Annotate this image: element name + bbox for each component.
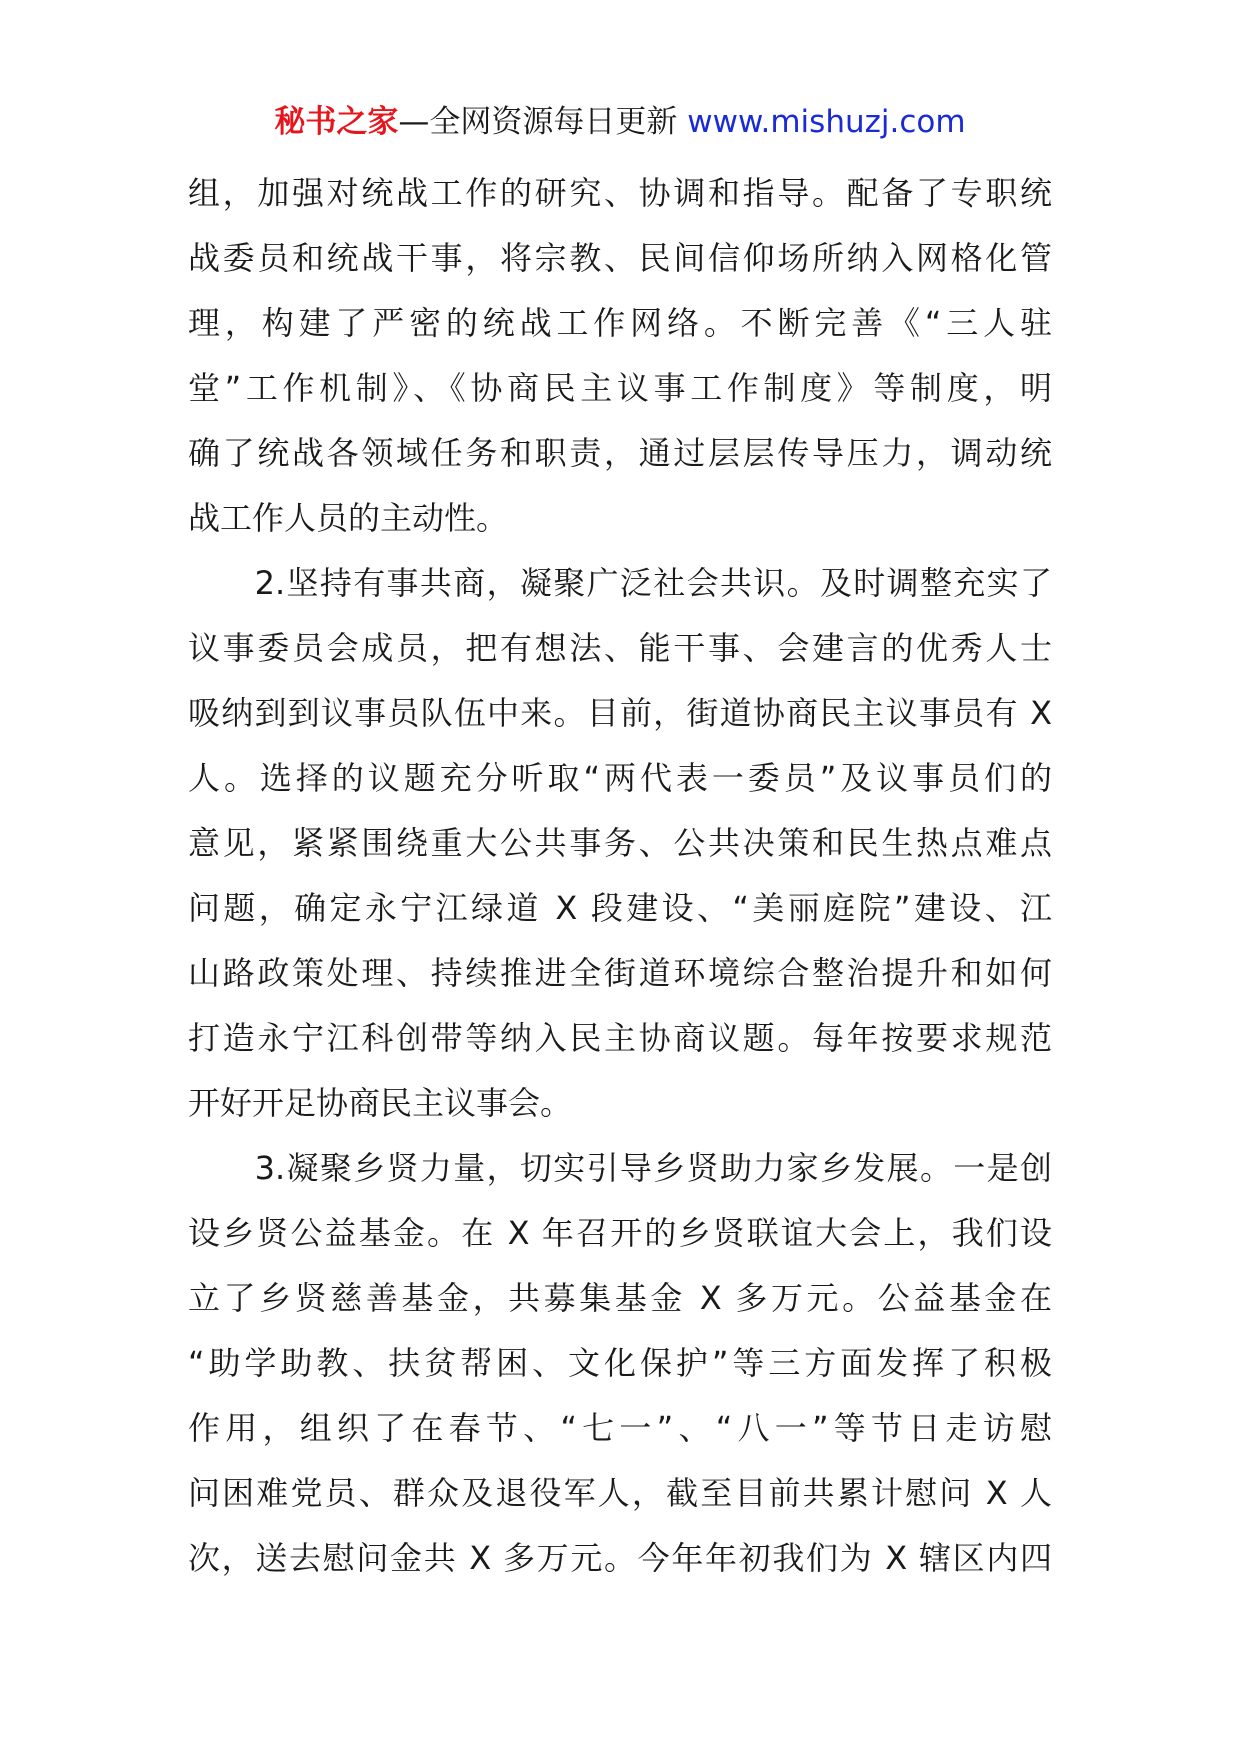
text-line: 3.凝聚乡贤力量，切实引导乡贤助力家乡发展。一是创 [188, 1149, 1052, 1187]
text-line: 议事委员会成员，把有想法、能干事、会建言的优秀人士 [188, 629, 1052, 667]
text-line: 战委员和统战干事，将宗教、民间信仰场所纳入网格化管 [188, 239, 1052, 277]
text-line: 组，加强对统战工作的研究、协调和指导。配备了专职统 [188, 174, 1052, 212]
text-line: 立了乡贤慈善基金，共募集基金 X 多万元。公益基金在 [188, 1279, 1052, 1317]
text-line: 堂”工作机制》、《协商民主议事工作制度》等制度，明 [188, 369, 1052, 407]
text-line: 确了统战各领域任务和职责，通过层层传导压力，调动统 [188, 434, 1052, 472]
text-line: 2.坚持有事共商，凝聚广泛社会共识。及时调整充实了 [188, 564, 1052, 602]
text-line: 吸纳到到议事员队伍中来。目前，街道协商民主议事员有 X [188, 694, 1052, 732]
text-line: 理，构建了严密的统战工作网络。不断完善《“三人驻 [188, 304, 1052, 342]
site-brand: 秘书之家 [274, 104, 399, 140]
text-line: 设乡贤公益基金。在 X 年召开的乡贤联谊大会上，我们设 [188, 1214, 1052, 1252]
text-line: 开好开足协商民主议事会。 [188, 1084, 573, 1122]
paragraph-1 [188, 161, 1052, 551]
document-body [188, 161, 1052, 1591]
text-line: 作用，组织了在春节、“七一”、“八一”等节日走访慰 [188, 1409, 1052, 1447]
text-line: 问题，确定永宁江绿道 X 段建设、“美丽庭院”建设、江 [188, 889, 1052, 927]
text-line: 问困难党员、群众及退役军人，截至目前共累计慰问 X 人 [188, 1474, 1052, 1512]
site-slogan: —全网资源每日更新 [398, 104, 678, 140]
text-line: 山路政策处理、持续推进全街道环境综合整治提升和如何 [188, 954, 1052, 992]
site-header [0, 100, 1240, 144]
paragraph-3 [188, 1136, 1052, 1591]
text-line: 次，送去慰问金共 X 多万元。今年年初我们为 X 辖区内四 [188, 1539, 1052, 1577]
text-line: 打造永宁江科创带等纳入民主协商议题。每年按要求规范 [188, 1019, 1052, 1057]
text-line: 战工作人员的主动性。 [188, 499, 509, 537]
site-url-link[interactable]: www.mishuzj.com [687, 104, 966, 140]
text-line: 意见，紧紧围绕重大公共事务、公共决策和民生热点难点 [188, 824, 1052, 862]
paragraph-2 [188, 551, 1052, 1136]
text-line: “助学助教、扶贫帮困、文化保护”等三方面发挥了积极 [188, 1344, 1052, 1382]
text-line: 人。选择的议题充分听取“两代表一委员”及议事员们的 [188, 759, 1052, 797]
